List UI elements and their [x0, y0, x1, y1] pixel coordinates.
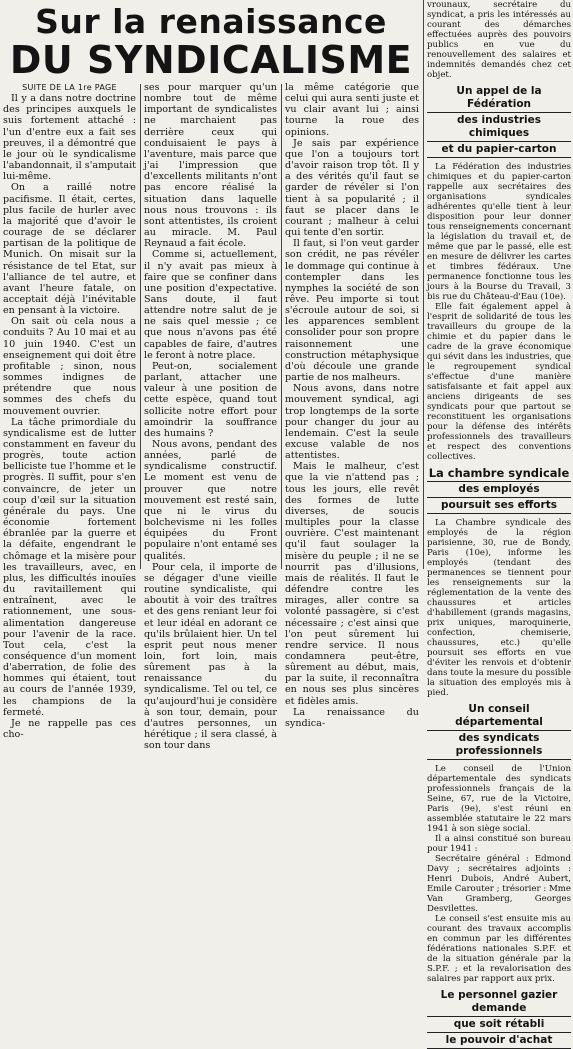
sidebar-paragraph: La Fédération des industries chimiques et du papier-carton rappelle aux secrétaires des organisations syndicales adhérentes qu'elle tient à leur disposition pour leur donner tous renseignements concernant la législation du travail et, de même que par le passé, elle est en mesure de délivrer les cartes et timbres fédéraux. Une permanence fonctionne tous les jours à la Bourse du Travail, 3 bis rue du Château-d'Eau (10e).	[427, 162, 571, 302]
article-paragraph: Nous avons, pendant des années, parlé de syndicalisme constructif. Le moment est venu de prouver que notre mouvement est resté sain, que ni le virus du bolchevisme ni les folles équipées du Front populaire n'ont entamé ses qualités.	[144, 439, 277, 562]
article-paragraph: La tâche primordiale du syndicalisme est de lutter constamment en faveur du progrès, toute action belliciste tue l'homme et le progrès. Il suffit, pour s'en convaincre, de jeter un coup d'œil sur la situation générale du pays. Une économie fortement ébranlée par la guerre et la défaite, engendrant le chômage et la misère pour les travailleurs, avec, en plus, les difficultés inouïes du ravitaillement qui entraînent, avec le rationnement, une sous-alimentation dangereuse pour l'avenir de la race. Tout cela, c'est la conséquence d'un moment d'aberration, de folie des hommes qui étaient, tout au cours de l'année 1939, les champions de la fermeté.	[3, 416, 136, 718]
heading-line: le pouvoir d'achat	[427, 1033, 571, 1049]
sidebar-paragraph: Il a ainsi constitué son bureau pour 1941 :	[427, 834, 571, 854]
article-paragraph: Il y a dans notre doctrine des principes auxquels le suis fortement attaché : l'un d'entre eux a fait ses preuves, il a démontré que le jour où le syndicalisme l'abandonnait, il s'amputait lui-même.	[3, 93, 136, 183]
column-divider	[140, 84, 141, 569]
article-paragraph: Comme si, actuellement, il n'y avait pas mieux à faire que se confiner dans une position d'expectative. Sans doute, il faut attendre notre salut de je ne sais quel messie ; ce que nous n'avons pas été capables de faire, d'autres le feront à notre place.	[144, 249, 277, 361]
heading-line: poursuit ses efforts	[427, 498, 571, 514]
heading-line: des industries chimiques	[427, 113, 571, 142]
sidebar-paragraph: Elle fait également appel à l'esprit de solidarité de tous les travailleurs du groupe de la chimie et du papier dans le cadre de la grave économique qui sévit dans les industries, que le regroupement syndical s'effectue d'une manière satisfaisante et fait appel aux anciens dirigeants de ses syndicats pour que partout se reconstituent les organisations pour la défense des intérêts professionnels des travailleurs et respect des conventions collectives.	[427, 302, 571, 462]
heading-line: des syndicats professionnels	[427, 731, 571, 760]
article-paragraph: On a raillé notre pacifisme. Il était, certes, plus facile de hurler avec la majorité que d'avoir le courage de se déclarer partisan de la politique de Munich. On misait sur la résistance de tel Etat, sur l'alliance de tel autre, et avant l'heure fatale, on acceptait déjà l'inévitable en pensant à la victoire.	[3, 182, 136, 317]
article-paragraph: Pour cela, il importe de se dégager d'une vieille routine syndicaliste, qui aboutit à voir des traîtres et des gens reniant leur foi et leur idéal en adorant ce qu'ils brûlaient hier. Un tel esprit peut nous mener loin, fort loin, mais sûrement pas à la renaissance du syndicalisme. Tel ou tel, ce qu'aujourd'hui je considère à son tour, demain, pour d'autres personnes, un hérétique ; il sera classé, à son tour dans	[144, 561, 277, 752]
headline-line1: Sur la renaissance	[35, 2, 387, 41]
article-paragraph: Je ne rappelle pas ces cho-	[3, 717, 136, 741]
heading-line: des employés	[427, 482, 571, 498]
column-divider	[423, 0, 424, 569]
article-paragraph: ses pour marquer qu'un nombre tout de même important de syndicalistes ne marchaient pas derrière ceux qui conduisaient le pays à l'aventure, mais parce que j'ai l'impression que d'excellents militants n'ont pas encore réalisé la situation dans laquelle nous nous trouvons : ils sont attentistes, ils croient au miracle. M. Paul Reynaud a fait école.	[144, 82, 277, 250]
sidebar-heading-conseil	[427, 702, 571, 760]
heading-line: Un appel de la Fédération	[427, 84, 571, 113]
sidebar-paragraph: La Chambre syndicale des employés de la région parisienne, 30, rue de Bondy, Paris (10e), informe les employés (tendant des permanences se tiennent pour les renseignements sur la réglementation de la vente des chaussures et articles d'habillement (grands magasins, prix uniques, maroquinerie, confection, chemiserie, chaussures, etc.) qu'elle poursuit ses efforts en vue d'éviter les renvois et d'obtenir dans toute la mesure du possible la situation des employés mis à pied.	[427, 518, 571, 698]
heading-line: que soit rétabli	[427, 1017, 571, 1033]
article-column-3	[285, 82, 419, 729]
article-paragraph: On sait où cela nous a conduits ? Au 10 mai et au 10 juin 1940. C'est un enseignement qui doit être profitable ; sinon, nous sommes indignes de prétendre que nous sommes des chefs du mouvement ouvrier.	[3, 316, 136, 417]
sidebar-heading-gazier	[427, 988, 571, 1049]
article-paragraph: la même catégorie que celui qui aura senti juste et vu clair avant lui ; ainsi tourne la roue des opinions.	[285, 82, 419, 138]
heading-line: Un conseil départemental	[427, 702, 571, 731]
headline-line2: DU SYNDICALISME	[9, 38, 413, 82]
article-column-1	[3, 82, 136, 741]
sidebar-heading-chemie	[427, 84, 571, 158]
sidebar-heading-employes	[427, 466, 571, 514]
sidebar-column	[427, 0, 571, 1046]
article-paragraph: Mais le malheur, c'est que la vie n'attend pas ; tous les jours, elle revêt des formes de lutte diverses, de soucis multiples pour la classe ouvrière. C'est maintenant qu'il faut soulager la misère du peuple ; il ne se nourrit pas d'illusions, mais de réalités. Il faut le défendre contre les mirages, aller contre sa volonté passagère, si c'est nécessaire ; c'est ainsi que l'on peut sûrement lui rendre service. Il nous condamnera peut-être, sûrement au début, mais, par la suite, il reconnaîtra en nous ses plus sincères et fidèles amis.	[285, 461, 419, 707]
heading-line: Le personnel gazier demande	[427, 988, 571, 1017]
sidebar-paragraph: Secrétaire général : Edmond Davy ; secrétaires adjoints : Henri Dubois, André Aubert, Emile Carouter ; trésorier : Mme Van Gramberg, Georges Desvilettes.	[427, 854, 571, 914]
sidebar-paragraph: vrounaux, secrétaire du syndicat, a pris les intéressés au courant des démarches effectuées auprès des pouvoirs publics en vue du renouvellement des salaires et indemnités demandés chez cet objet.	[427, 0, 571, 80]
article-paragraph: La renaissance du syndica-	[285, 706, 419, 729]
sidebar-paragraph: Le conseil de l'Union départementale des syndicats professionnels français de la Seine, 67, rue de la Victoire, Paris (9e), s'est réuni en assemblée statutaire le 22 mars 1941 à son siège social.	[427, 764, 571, 834]
heading-line: et du papier-carton	[427, 142, 571, 158]
article-paragraph: Nous avons, dans notre mouvement syndical, agi trop longtemps de la sorte pour changer du jour au lendemain. C'est la seule excuse valable de nos attentistes.	[285, 383, 419, 462]
sidebar-paragraph: Le conseil s'est ensuite mis au courant des travaux accomplis en commun par les différentes fédérations nationales S.P.F. et de la situation générale par la S.P.F. ; et la revalorisation des salaires par rapport aux prix.	[427, 914, 571, 984]
article-paragraph: Peut-on, socialement parlant, attacher une valeur à une position de cette espèce, quand tout sollicite notre effort pour amoindrir la souffrance des humains ?	[144, 360, 277, 439]
article-paragraph: Je sais par expérience que l'on a toujours tort d'avoir raison trop tôt. Il y a des vérités qu'il faut se garder de révéler si l'on tient à sa popularité ; il faut se placer dans le courant ; malheur à celui qui tente d'en sortir.	[285, 137, 419, 239]
article-paragraph: Il faut, si l'on veut garder son crédit, ne pas révéler le dommage qui continue à contempler dans les nymphes la société de son rêve. Peu importe si tout s'écroule autour de soi, si les apparences semblent consolider pour son propre raisonnement une construction métaphysique d'où découle une grande partie de nos malheurs.	[285, 238, 419, 384]
article-kicker-line	[3, 82, 136, 93]
column-divider	[281, 84, 282, 569]
heading-line: La chambre syndicale	[428, 466, 570, 480]
article-column-2	[144, 82, 277, 752]
article-kicker: SUITE DE LA 1re PAGE	[22, 83, 117, 92]
